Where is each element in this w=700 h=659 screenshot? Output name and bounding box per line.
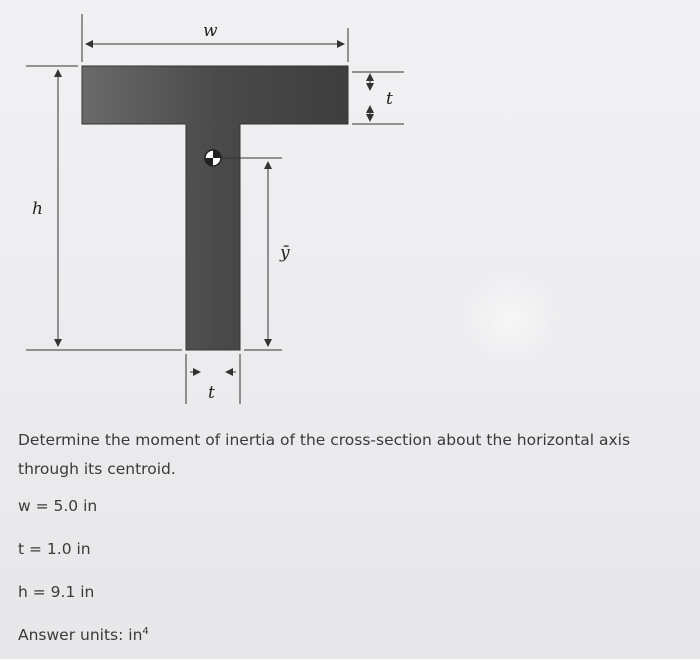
answer-units [18,626,149,644]
given-w: w = 5.0 in [18,497,98,515]
answer-units-label: Answer units: in [18,626,143,645]
t-cross-section [82,66,348,350]
h-label: h [32,199,43,219]
flange-t-dimension [352,72,404,124]
given-h: h = 9.1 in [18,583,95,601]
ybar-label: ȳ [280,243,290,263]
given-t: t = 1.0 in [18,540,91,558]
centroid-icon [205,150,221,166]
web-t-label: t [208,383,215,403]
problem-statement: Determine the moment of inertia of the cross-section about the horizontal axis through its centroid. [18,431,631,478]
flange-t-label: t [386,89,393,109]
w-label: w [203,21,218,41]
answer-units-exponent: 4 [142,626,149,637]
